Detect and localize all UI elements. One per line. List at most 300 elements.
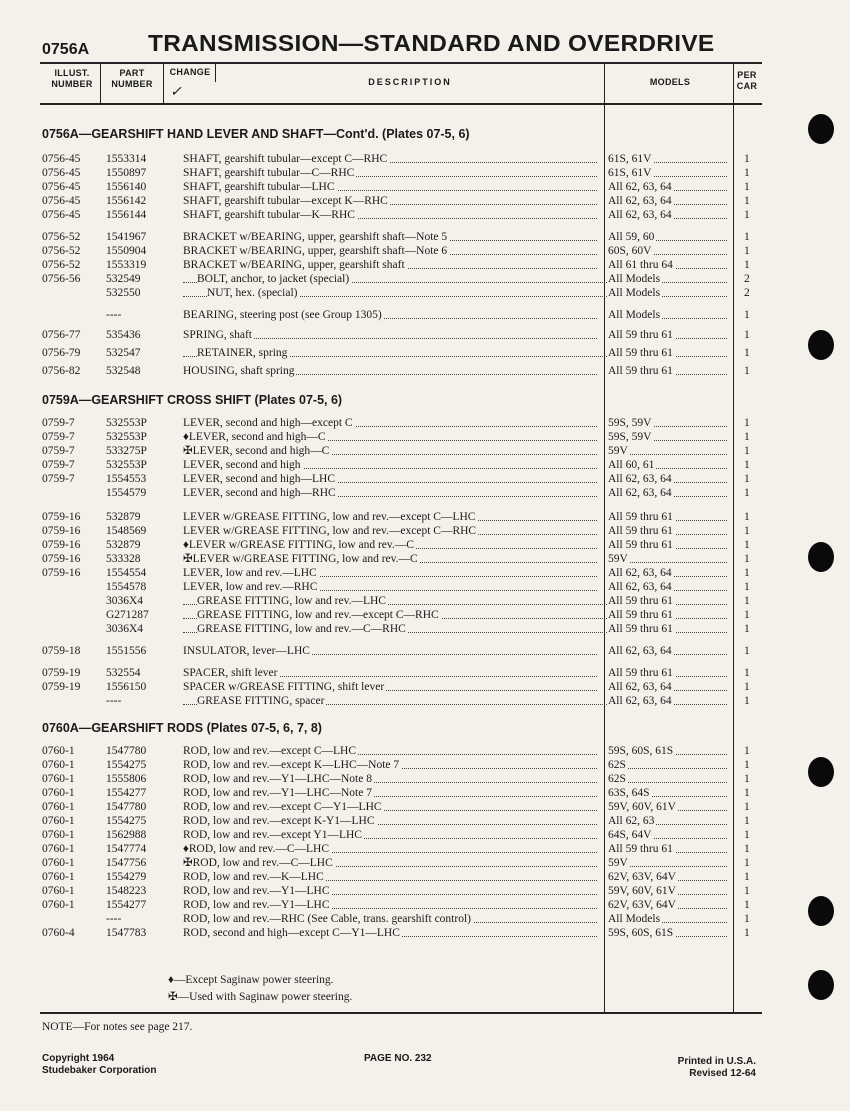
binder-hole bbox=[808, 330, 834, 360]
description-cell bbox=[183, 244, 599, 258]
col-header-illust: ILLUST. NUMBER bbox=[51, 68, 93, 89]
part-number: 532549 bbox=[106, 273, 141, 285]
description: ✠LEVER, second and high—C bbox=[183, 445, 330, 457]
per-car: 1 bbox=[744, 899, 750, 911]
description: LEVER, low and rev.—RHC bbox=[183, 581, 318, 593]
description: SHAFT, gearshift tubular—except C—RHC bbox=[183, 153, 388, 165]
part-number: 1556150 bbox=[106, 681, 147, 693]
models: 62S bbox=[608, 759, 626, 771]
per-car: 1 bbox=[744, 843, 750, 855]
models-cell bbox=[608, 444, 730, 458]
description-cell bbox=[183, 166, 599, 180]
part-number: 1554275 bbox=[106, 815, 147, 827]
description: BRACKET w/BEARING, upper, gearshift shaft bbox=[183, 259, 405, 271]
per-car: 1 bbox=[744, 459, 750, 471]
table-row bbox=[0, 538, 850, 552]
header-bottom-rule bbox=[40, 103, 762, 105]
models-cell bbox=[608, 194, 730, 208]
part-number: 1554554 bbox=[106, 567, 147, 579]
models: 62V, 63V, 64V bbox=[608, 899, 676, 911]
part-number: 532553P bbox=[106, 459, 147, 471]
illust-number: 0759-7 bbox=[42, 445, 75, 457]
part-number: 1554553 bbox=[106, 473, 147, 485]
binder-hole bbox=[808, 542, 834, 572]
table-row bbox=[0, 566, 850, 580]
per-car: 1 bbox=[744, 695, 750, 707]
description-cell bbox=[183, 510, 599, 524]
description-cell bbox=[183, 180, 599, 194]
models-cell bbox=[608, 884, 730, 898]
per-car: 1 bbox=[744, 829, 750, 841]
table-row bbox=[0, 308, 850, 322]
models: All 62, 63, 64 bbox=[608, 681, 672, 693]
part-number: 532548 bbox=[106, 365, 141, 377]
description-cell bbox=[183, 786, 599, 800]
models-cell bbox=[608, 230, 730, 244]
check-mark-icon: ✓ bbox=[170, 85, 182, 100]
part-number: 532553P bbox=[106, 431, 147, 443]
models-cell bbox=[608, 472, 730, 486]
part-number: 532553P bbox=[106, 417, 147, 429]
part-number: 1554275 bbox=[106, 759, 147, 771]
models: 59V, 60V, 61V bbox=[608, 801, 676, 813]
description: ♦ROD, low and rev.—C—LHC bbox=[183, 843, 329, 855]
per-car: 1 bbox=[744, 309, 750, 321]
models: 63S, 64S bbox=[608, 787, 650, 799]
models: All 60, 61 bbox=[608, 459, 655, 471]
binder-hole bbox=[808, 114, 834, 144]
models: All 59 thru 61 bbox=[608, 609, 673, 621]
description-cell bbox=[183, 208, 599, 222]
illust-number: 0760-1 bbox=[42, 829, 75, 841]
models: 61S, 61V bbox=[608, 153, 652, 165]
illust-number: 0760-1 bbox=[42, 787, 75, 799]
models: All 59 thru 61 bbox=[608, 511, 673, 523]
part-number: 1547756 bbox=[106, 857, 147, 869]
models: 61S, 61V bbox=[608, 167, 652, 179]
per-car: 1 bbox=[744, 487, 750, 499]
per-car: 1 bbox=[744, 745, 750, 757]
part-number: G271287 bbox=[106, 609, 149, 621]
description-cell bbox=[183, 622, 613, 636]
models: 59S, 60S, 61S bbox=[608, 745, 674, 757]
models: All 59 thru 61 bbox=[608, 623, 673, 635]
part-number: 1554579 bbox=[106, 487, 147, 499]
models-cell bbox=[608, 870, 730, 884]
printed-line: Printed in U.S.A. bbox=[677, 1056, 756, 1067]
models: All 62, 63, 64 bbox=[608, 195, 672, 207]
table-row bbox=[0, 552, 850, 566]
description-cell bbox=[183, 538, 599, 552]
part-number: 1547780 bbox=[106, 745, 147, 757]
illust-number: 0756-45 bbox=[42, 167, 81, 179]
table-row bbox=[0, 472, 850, 486]
models: 59S, 59V bbox=[608, 431, 652, 443]
description-cell bbox=[183, 666, 599, 680]
models-cell bbox=[608, 552, 730, 566]
table-row bbox=[0, 272, 850, 286]
per-car: 1 bbox=[744, 431, 750, 443]
models: All Models bbox=[608, 309, 661, 321]
per-car: 1 bbox=[744, 927, 750, 939]
description-cell bbox=[183, 884, 599, 898]
per-car: 1 bbox=[744, 885, 750, 897]
illust-number: 0760-1 bbox=[42, 759, 75, 771]
description-cell bbox=[183, 580, 599, 594]
col-header-models: MODELS bbox=[649, 77, 691, 87]
per-car: 1 bbox=[744, 511, 750, 523]
column-divider bbox=[163, 62, 164, 104]
copyright-line: Copyright 1964 bbox=[42, 1053, 115, 1064]
models-cell bbox=[608, 786, 730, 800]
table-row bbox=[0, 884, 850, 898]
illust-number: 0756-52 bbox=[42, 245, 81, 257]
part-number: 1554277 bbox=[106, 899, 147, 911]
models-cell bbox=[608, 458, 730, 472]
illust-number: 0760-1 bbox=[42, 801, 75, 813]
per-car: 1 bbox=[744, 815, 750, 827]
description-cell bbox=[183, 524, 599, 538]
section-title: 0760A—GEARSHIFT RODS (Plates 07-5, 6, 7, 8) bbox=[42, 721, 322, 735]
description-cell bbox=[183, 258, 599, 272]
models: All 62, 63 bbox=[608, 815, 655, 827]
illust-number: 0756-52 bbox=[42, 231, 81, 243]
models-cell bbox=[608, 364, 730, 378]
description-cell bbox=[183, 680, 599, 694]
description: RETAINER, spring bbox=[197, 347, 288, 359]
description-cell bbox=[183, 416, 599, 430]
illust-number: 0760-1 bbox=[42, 871, 75, 883]
description: LEVER, low and rev.—LHC bbox=[183, 567, 317, 579]
col-header-part: PART NUMBER bbox=[111, 68, 153, 89]
illust-number: 0759-16 bbox=[42, 539, 81, 551]
models: 59V bbox=[608, 445, 628, 457]
per-car: 1 bbox=[744, 153, 750, 165]
models: All 59 thru 61 bbox=[608, 329, 673, 341]
illust-number: 0759-16 bbox=[42, 567, 81, 579]
description-cell bbox=[183, 856, 599, 870]
models-cell bbox=[608, 346, 730, 360]
models-cell bbox=[608, 608, 730, 622]
per-car: 1 bbox=[744, 595, 750, 607]
table-row bbox=[0, 328, 850, 342]
description-cell bbox=[183, 486, 599, 500]
description: ROD, low and rev.—K—LHC bbox=[183, 871, 324, 883]
illust-number: 0759-7 bbox=[42, 417, 75, 429]
binder-hole bbox=[808, 896, 834, 926]
illust-number: 0760-1 bbox=[42, 899, 75, 911]
table-row bbox=[0, 898, 850, 912]
per-car: 1 bbox=[744, 773, 750, 785]
part-number: 533275P bbox=[106, 445, 147, 457]
description: ROD, low and rev.—Y1—LHC—Note 7 bbox=[183, 787, 372, 799]
illust-number: 0756-79 bbox=[42, 347, 81, 359]
models: All 62, 63, 64 bbox=[608, 581, 672, 593]
description: SPACER w/GREASE FITTING, shift lever bbox=[183, 681, 385, 693]
part-number: ---- bbox=[106, 309, 122, 321]
part-number: 1550897 bbox=[106, 167, 147, 179]
illust-number: 0759-16 bbox=[42, 511, 81, 523]
description: BRACKET w/BEARING, upper, gearshift shaft—Note 6 bbox=[183, 245, 448, 257]
models-cell bbox=[608, 856, 730, 870]
models-cell bbox=[608, 580, 730, 594]
part-number: 1553319 bbox=[106, 259, 147, 271]
table-row bbox=[0, 926, 850, 940]
models: 62V, 63V, 64V bbox=[608, 871, 676, 883]
models: All 59 thru 61 bbox=[608, 539, 673, 551]
description-cell bbox=[183, 472, 599, 486]
illust-number: 0760-4 bbox=[42, 927, 75, 939]
description: LEVER, second and high—LHC bbox=[183, 473, 336, 485]
table-row bbox=[0, 458, 850, 472]
part-number: 1547783 bbox=[106, 927, 147, 939]
models-cell bbox=[608, 524, 730, 538]
copyright bbox=[42, 1053, 156, 1077]
illust-number: 0759-7 bbox=[42, 473, 75, 485]
description: ROD, low and rev.—except C—Y1—LHC bbox=[183, 801, 382, 813]
table-row bbox=[0, 286, 850, 300]
note-rule bbox=[40, 1012, 762, 1014]
models-cell bbox=[608, 416, 730, 430]
description: ROD, low and rev.—Y1—LHC bbox=[183, 885, 330, 897]
part-number: 535436 bbox=[106, 329, 141, 341]
models-cell bbox=[608, 258, 730, 272]
description-cell bbox=[183, 346, 613, 360]
description: LEVER, second and high—except C bbox=[183, 417, 353, 429]
per-car: 1 bbox=[744, 231, 750, 243]
table-row bbox=[0, 758, 850, 772]
description-cell bbox=[183, 194, 599, 208]
column-divider bbox=[100, 62, 101, 104]
models-cell bbox=[608, 430, 730, 444]
table-row bbox=[0, 510, 850, 524]
binder-hole bbox=[808, 757, 834, 787]
models-cell bbox=[608, 538, 730, 552]
description-cell bbox=[183, 814, 599, 828]
models-cell bbox=[608, 622, 730, 636]
table-row bbox=[0, 694, 850, 708]
description: GREASE FITTING, spacer bbox=[197, 695, 325, 707]
description: BOLT, anchor, to jacket (special) bbox=[197, 273, 350, 285]
printed-line: Revised 12-64 bbox=[689, 1068, 756, 1079]
description: ROD, second and high—except C—Y1—LHC bbox=[183, 927, 400, 939]
models-cell bbox=[608, 694, 730, 708]
models-cell bbox=[608, 208, 730, 222]
description-cell bbox=[183, 364, 599, 378]
per-car: 1 bbox=[744, 581, 750, 593]
table-row bbox=[0, 364, 850, 378]
part-number: 1554578 bbox=[106, 581, 147, 593]
illust-number: 0759-7 bbox=[42, 431, 75, 443]
per-car: 1 bbox=[744, 567, 750, 579]
description: SHAFT, gearshift tubular—C—RHC bbox=[183, 167, 355, 179]
models: All 62, 63, 64 bbox=[608, 473, 672, 485]
description-cell bbox=[183, 286, 623, 300]
models: All 62, 63, 64 bbox=[608, 209, 672, 221]
illust-number: 0760-1 bbox=[42, 885, 75, 897]
models: All 59 thru 61 bbox=[608, 347, 673, 359]
illust-number: 0756-45 bbox=[42, 195, 81, 207]
description-cell bbox=[183, 608, 613, 622]
table-row bbox=[0, 208, 850, 222]
description-cell bbox=[183, 772, 599, 786]
models-cell bbox=[608, 272, 730, 286]
table-row bbox=[0, 594, 850, 608]
part-number: 1551556 bbox=[106, 645, 147, 657]
models: All Models bbox=[608, 913, 661, 925]
table-row bbox=[0, 244, 850, 258]
description-cell bbox=[183, 758, 599, 772]
description: GREASE FITTING, low and rev.—C—RHC bbox=[197, 623, 406, 635]
illust-number: 0759-16 bbox=[42, 525, 81, 537]
description-cell bbox=[183, 744, 599, 758]
per-car: 1 bbox=[744, 645, 750, 657]
models-cell bbox=[608, 328, 730, 342]
copyright-line: Studebaker Corporation bbox=[42, 1065, 157, 1076]
table-row bbox=[0, 644, 850, 658]
description: SHAFT, gearshift tubular—except K—RHC bbox=[183, 195, 388, 207]
part-number: 1548569 bbox=[106, 525, 147, 537]
part-number: 1554277 bbox=[106, 787, 147, 799]
description: SHAFT, gearshift tubular—LHC bbox=[183, 181, 335, 193]
table-row bbox=[0, 870, 850, 884]
per-car: 1 bbox=[744, 623, 750, 635]
models-cell bbox=[608, 814, 730, 828]
part-number: 1553314 bbox=[106, 153, 147, 165]
models-cell bbox=[608, 510, 730, 524]
legend-item: ✠—Used with Saginaw power steering. bbox=[168, 991, 353, 1003]
section-title: 0756A—GEARSHIFT HAND LEVER AND SHAFT—Cont'd. (Plates 07-5, 6) bbox=[42, 127, 470, 141]
models: All 62, 63, 64 bbox=[608, 567, 672, 579]
column-divider bbox=[215, 62, 216, 82]
per-car: 1 bbox=[744, 801, 750, 813]
part-number: 1556144 bbox=[106, 209, 147, 221]
description-cell bbox=[183, 308, 599, 322]
per-car: 1 bbox=[744, 539, 750, 551]
table-row bbox=[0, 166, 850, 180]
part-number: ---- bbox=[106, 913, 122, 925]
models-cell bbox=[608, 898, 730, 912]
per-car: 1 bbox=[744, 759, 750, 771]
models: All 59 thru 61 bbox=[608, 667, 673, 679]
part-number: 1554279 bbox=[106, 871, 147, 883]
description-cell bbox=[183, 842, 599, 856]
models: All 59 thru 61 bbox=[608, 525, 673, 537]
per-car: 1 bbox=[744, 553, 750, 565]
models: All 62, 63, 64 bbox=[608, 645, 672, 657]
table-row bbox=[0, 666, 850, 680]
models-cell bbox=[608, 594, 730, 608]
description: LEVER w/GREASE FITTING, low and rev.—except C—RHC bbox=[183, 525, 477, 537]
part-number: 532550 bbox=[106, 287, 141, 299]
description-cell bbox=[183, 430, 599, 444]
note-text: NOTE—For notes see page 217. bbox=[42, 1021, 193, 1033]
section-title: 0759A—GEARSHIFT CROSS SHIFT (Plates 07-5, 6) bbox=[42, 393, 343, 407]
per-car: 1 bbox=[744, 365, 750, 377]
description: BRACKET w/BEARING, upper, gearshift shaft—Note 5 bbox=[183, 231, 448, 243]
part-number: 532879 bbox=[106, 511, 141, 523]
part-number: 1547774 bbox=[106, 843, 147, 855]
description: ROD, low and rev.—except Y1—LHC bbox=[183, 829, 362, 841]
table-row bbox=[0, 828, 850, 842]
models: 60S, 60V bbox=[608, 245, 652, 257]
per-car: 2 bbox=[744, 273, 750, 285]
models-cell bbox=[608, 680, 730, 694]
per-car: 1 bbox=[744, 329, 750, 341]
description: SPRING, shaft bbox=[183, 329, 253, 341]
models: 59V bbox=[608, 553, 628, 565]
part-number: 3036X4 bbox=[106, 595, 144, 607]
per-car: 1 bbox=[744, 667, 750, 679]
models-cell bbox=[608, 566, 730, 580]
table-row bbox=[0, 180, 850, 194]
header-top-rule bbox=[40, 62, 762, 64]
description-cell bbox=[183, 694, 613, 708]
part-number: 532547 bbox=[106, 347, 141, 359]
illust-number: 0756-45 bbox=[42, 181, 81, 193]
description: ROD, low and rev.—except K—LHC—Note 7 bbox=[183, 759, 400, 771]
models: 62S bbox=[608, 773, 626, 785]
per-car: 1 bbox=[744, 681, 750, 693]
per-car: 1 bbox=[744, 209, 750, 221]
illust-number: 0756-45 bbox=[42, 209, 81, 221]
table-row bbox=[0, 346, 850, 360]
table-row bbox=[0, 444, 850, 458]
description-cell bbox=[183, 328, 599, 342]
description: ✠ROD, low and rev.—C—LHC bbox=[183, 857, 333, 869]
per-car: 1 bbox=[744, 445, 750, 457]
table-row bbox=[0, 416, 850, 430]
illust-number: 0756-52 bbox=[42, 259, 81, 271]
models: All 62, 63, 64 bbox=[608, 695, 672, 707]
models-cell bbox=[608, 486, 730, 500]
illust-number: 0759-19 bbox=[42, 667, 81, 679]
illust-number: 0759-16 bbox=[42, 553, 81, 565]
models-cell bbox=[608, 244, 730, 258]
table-row bbox=[0, 194, 850, 208]
illust-number: 0760-1 bbox=[42, 773, 75, 785]
per-car: 1 bbox=[744, 245, 750, 257]
description-cell bbox=[183, 230, 599, 244]
table-row bbox=[0, 608, 850, 622]
models-cell bbox=[608, 166, 730, 180]
models-cell bbox=[608, 308, 730, 322]
models-cell bbox=[608, 758, 730, 772]
table-row bbox=[0, 486, 850, 500]
models: 64S, 64V bbox=[608, 829, 652, 841]
description: ROD, low and rev.—except C—LHC bbox=[183, 745, 356, 757]
description: LEVER w/GREASE FITTING, low and rev.—except C—LHC bbox=[183, 511, 476, 523]
table-row bbox=[0, 814, 850, 828]
description: ROD, low and rev.—Y1—LHC—Note 8 bbox=[183, 773, 372, 785]
description-cell bbox=[183, 272, 613, 286]
per-car: 1 bbox=[744, 167, 750, 179]
illust-number: 0760-1 bbox=[42, 745, 75, 757]
models-cell bbox=[608, 912, 730, 926]
per-car: 1 bbox=[744, 417, 750, 429]
description-cell bbox=[183, 898, 599, 912]
models: All 61 thru 64 bbox=[608, 259, 673, 271]
illust-number: 0756-45 bbox=[42, 153, 81, 165]
description: ✠LEVER w/GREASE FITTING, low and rev.—C bbox=[183, 553, 418, 565]
per-car: 1 bbox=[744, 913, 750, 925]
models: All Models bbox=[608, 287, 661, 299]
illust-number: 0756-56 bbox=[42, 273, 81, 285]
page-number: PAGE NO. 232 bbox=[364, 1053, 432, 1064]
models: All 62, 63, 64 bbox=[608, 181, 672, 193]
models: 59S, 60S, 61S bbox=[608, 927, 674, 939]
models-cell bbox=[608, 926, 730, 940]
